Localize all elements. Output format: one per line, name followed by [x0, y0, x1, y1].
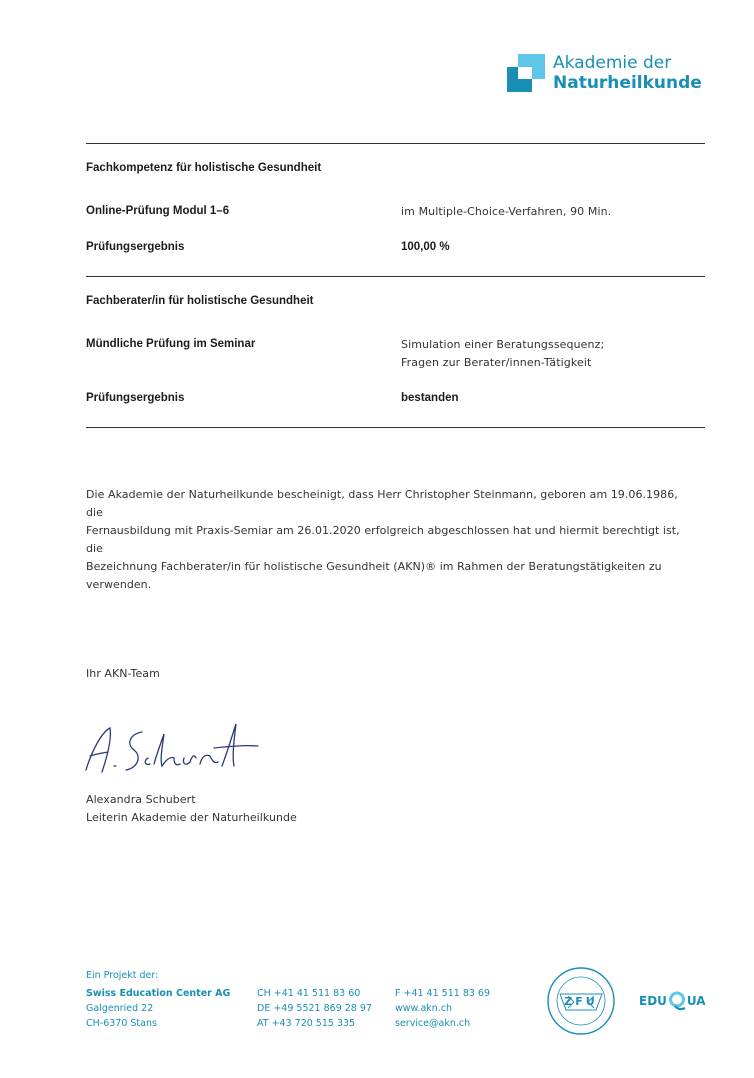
- divider-top: [86, 143, 705, 144]
- footer-intro: Ein Projekt der:: [86, 970, 159, 981]
- section1-result-label: Prüfungsergebnis: [86, 241, 185, 253]
- certificate-text: [86, 486, 696, 594]
- certificate-text-line-4: verwenden.: [86, 578, 152, 591]
- zfu-seal-text: ZFU: [564, 995, 598, 1008]
- signatory-role: Leiterin Akademie der Naturheilkunde: [86, 811, 297, 824]
- certificate-text-line-3: Bezeichnung Fachberater/in für holistische Gesundheit (AKN)® im Rahmen der Beratungstätigkeiten zu: [86, 560, 662, 573]
- footer-email[interactable]: service@akn.ch: [395, 1018, 471, 1029]
- section1-title: Fachkompetenz für holistische Gesundheit: [86, 162, 322, 174]
- eduqua-left: EDU: [639, 994, 667, 1008]
- logo-mark-icon: [507, 54, 545, 92]
- section1-exam-value: im Multiple-Choice-Verfahren, 90 Min.: [401, 205, 612, 218]
- section1-result-value: 100,00 %: [401, 241, 450, 253]
- section2-result-label: Prüfungsergebnis: [86, 392, 185, 404]
- logo-line-1: Akademie der: [553, 53, 672, 73]
- footer-fax: F +41 41 511 83 69: [395, 988, 491, 999]
- footer-web[interactable]: www.akn.ch: [395, 1003, 453, 1014]
- footer-company: Swiss Education Center AG: [86, 988, 231, 999]
- eduqua-logo: [639, 991, 709, 1015]
- footer-phone-de: DE +49 5521 869 28 97: [257, 1003, 372, 1014]
- section1-exam-label: Online-Prüfung Modul 1–6: [86, 205, 230, 217]
- footer-contact: [395, 986, 490, 1031]
- certificate-text-line-1: Die Akademie der Naturheilkunde bescheinigt, dass Herr Christopher Steinmann, geboren am 19.06.1986, die: [86, 488, 678, 519]
- closing: Ihr AKN-Team: [86, 667, 160, 680]
- footer-city: CH-6370 Stans: [86, 1018, 157, 1029]
- footer-phones: [257, 986, 372, 1031]
- eduqua-right: UA: [686, 994, 706, 1008]
- logo: [507, 54, 707, 94]
- footer-address: [86, 986, 230, 1031]
- divider-bottom: [86, 427, 705, 428]
- footer-phone-at: AT +43 720 515 335: [257, 1018, 356, 1029]
- footer-street: Galgenried 22: [86, 1003, 154, 1014]
- section2-exam-label: Mündliche Prüfung im Seminar: [86, 338, 256, 350]
- section2-exam-value-1: Simulation einer Beratungssequenz;: [401, 338, 605, 351]
- eduqua-q-icon: [668, 991, 686, 1011]
- signature-icon: [82, 720, 262, 780]
- divider-middle: [86, 276, 705, 277]
- logo-line-2: Naturheilkunde: [553, 73, 702, 93]
- zfu-seal: [546, 966, 616, 1036]
- certificate-text-line-2: Fernausbildung mit Praxis-Semiar am 26.01.2020 erfolgreich abgeschlossen hat und hiermit berechtigt ist, die: [86, 524, 680, 555]
- section2-exam-value-2: Fragen zur Berater/innen-Tätigkeit: [401, 356, 592, 369]
- section2-title: Fachberater/in für holistische Gesundheit: [86, 295, 314, 307]
- footer-phone-ch: CH +41 41 511 83 60: [257, 988, 361, 999]
- section2-result-value: bestanden: [401, 392, 459, 404]
- signatory-name: Alexandra Schubert: [86, 793, 196, 806]
